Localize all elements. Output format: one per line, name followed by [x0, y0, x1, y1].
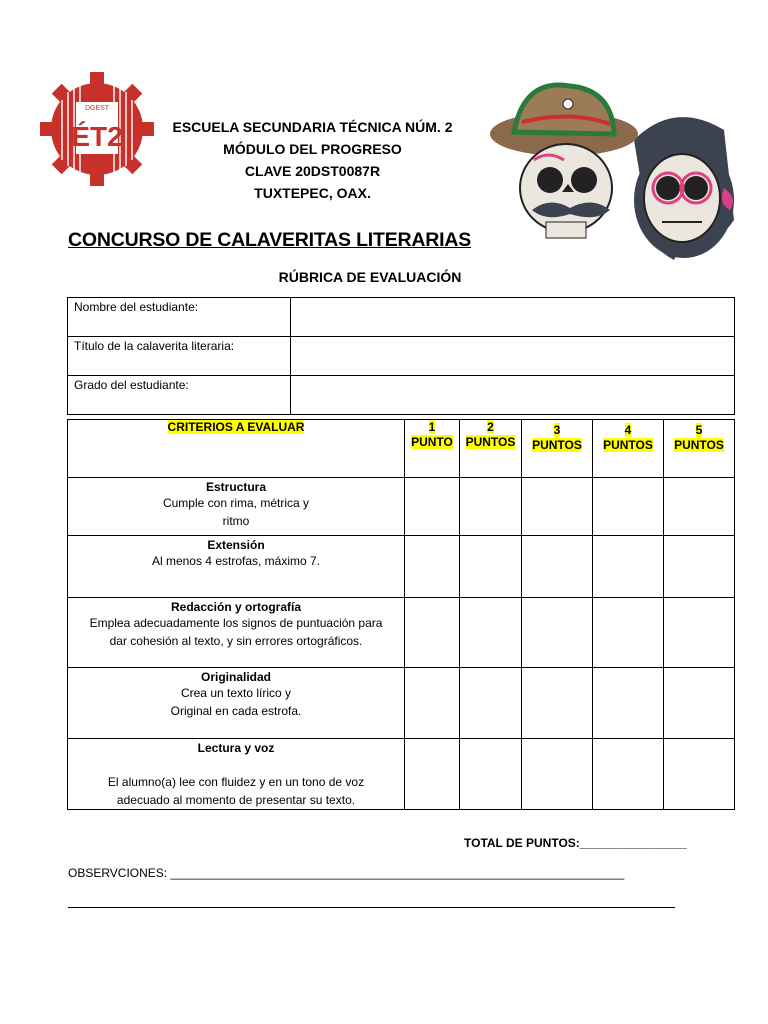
- skulls-illustration: [484, 80, 746, 272]
- student-grade-field[interactable]: [291, 376, 735, 415]
- score-cell[interactable]: [664, 598, 735, 668]
- score-header-1: [405, 420, 460, 478]
- criterion-description: Crea un texto lírico y Original en cada estrofa.: [170, 686, 302, 718]
- criterion-cell: [68, 598, 405, 668]
- info-row-grade: [68, 376, 735, 415]
- score-cell[interactable]: [522, 478, 593, 536]
- info-row-name: [68, 298, 735, 337]
- logo-small-text: DGEST: [84, 105, 110, 112]
- criterion-row: [68, 536, 735, 598]
- score-cell[interactable]: [664, 668, 735, 739]
- criteria-header-label: CRITERIOS A EVALUAR: [167, 420, 305, 434]
- score-cell[interactable]: [664, 739, 735, 810]
- score-cell[interactable]: [593, 739, 664, 810]
- score-header-num: 4: [624, 423, 632, 437]
- score-header-5: [664, 420, 735, 478]
- score-header-3: [522, 420, 593, 478]
- school-logo: [38, 70, 156, 188]
- school-gear-logo-icon: [38, 70, 156, 188]
- criterion-name: Extensión: [207, 538, 265, 552]
- student-info-table: [67, 297, 735, 415]
- criterion-description: Al menos 4 estrofas, máximo 7.: [151, 554, 321, 568]
- criterion-cell: [68, 536, 405, 598]
- criterion-row: [68, 478, 735, 536]
- score-header-num: 5: [695, 423, 703, 437]
- rubric-table: [67, 419, 735, 810]
- criterion-cell: [68, 668, 405, 739]
- score-cell[interactable]: [593, 598, 664, 668]
- criterion-description: El alumno(a) lee con fluidez y en un tono de voz adecuado al momento de presentar su texto.: [107, 775, 365, 807]
- score-cell[interactable]: [460, 478, 522, 536]
- score-cell[interactable]: [405, 478, 460, 536]
- score-header-word: PUNTOS: [674, 438, 724, 452]
- school-code: CLAVE 20DST0087R: [244, 163, 381, 179]
- score-header-2: [460, 420, 522, 478]
- observations-line[interactable]: [68, 907, 675, 908]
- score-cell[interactable]: [593, 536, 664, 598]
- info-label-title: Título de la calaverita literaria:: [68, 337, 291, 376]
- score-cell[interactable]: [405, 598, 460, 668]
- score-cell[interactable]: [460, 668, 522, 739]
- score-cell[interactable]: [522, 739, 593, 810]
- score-header-num: 1: [428, 420, 436, 434]
- observations-field[interactable]: OBSERVCIONES: ____________________________________________________________________: [68, 866, 625, 880]
- criterion-description: Emplea adecuadamente los signos de puntuación para dar cohesión al texto, y sin errores ortográficos.: [89, 616, 383, 648]
- school-name: ESCUELA SECUNDARIA TÉCNICA NÚM. 2: [172, 119, 453, 135]
- score-cell[interactable]: [664, 536, 735, 598]
- criterion-name: Originalidad: [200, 670, 271, 684]
- score-header-word: PUNTOS: [532, 438, 582, 452]
- poem-title-field[interactable]: [291, 337, 735, 376]
- score-header-num: 3: [553, 423, 561, 437]
- catrina-skulls-illustration-icon: [484, 80, 746, 272]
- score-header-4: [593, 420, 664, 478]
- score-cell[interactable]: [522, 536, 593, 598]
- score-header-word: PUNTOS: [603, 438, 653, 452]
- score-header-word: PUNTO: [411, 435, 453, 449]
- school-city: TUXTEPEC, OAX.: [254, 185, 371, 201]
- total-points[interactable]: TOTAL DE PUNTOS:________________: [464, 836, 687, 850]
- criterion-name: Redacción y ortografía: [170, 600, 302, 614]
- criterion-cell: [68, 739, 405, 810]
- criteria-header: [68, 420, 405, 478]
- info-row-title: [68, 337, 735, 376]
- criterion-row: [68, 668, 735, 739]
- score-cell[interactable]: [405, 668, 460, 739]
- contest-title: CONCURSO DE CALAVERITAS LITERARIAS: [68, 229, 472, 251]
- info-label-grade: Grado del estudiante:: [68, 376, 291, 415]
- criterion-name: Estructura: [205, 480, 267, 494]
- score-cell[interactable]: [460, 598, 522, 668]
- criterion-row: [68, 739, 735, 810]
- school-header: [150, 116, 475, 204]
- rubric-subtitle: RÚBRICA DE EVALUACIÓN: [278, 269, 462, 285]
- score-cell[interactable]: [460, 536, 522, 598]
- score-cell[interactable]: [593, 478, 664, 536]
- score-header-word: PUNTOS: [465, 435, 516, 449]
- school-module: MÓDULO DEL PROGRESO: [223, 141, 402, 157]
- score-cell[interactable]: [405, 536, 460, 598]
- student-name-field[interactable]: [291, 298, 735, 337]
- info-label-name: Nombre del estudiante:: [68, 298, 291, 337]
- score-cell[interactable]: [664, 478, 735, 536]
- score-cell[interactable]: [405, 739, 460, 810]
- score-cell[interactable]: [460, 739, 522, 810]
- score-cell[interactable]: [522, 668, 593, 739]
- score-header-num: 2: [487, 420, 494, 434]
- criterion-description: Cumple con rima, métrica y ritmo: [162, 496, 310, 528]
- criterion-row: [68, 598, 735, 668]
- score-cell[interactable]: [522, 598, 593, 668]
- logo-text: ÉT2: [71, 121, 123, 152]
- score-cell[interactable]: [593, 668, 664, 739]
- rubric-header-row: [68, 420, 735, 478]
- criterion-cell: [68, 478, 405, 536]
- criterion-name: Lectura y voz: [197, 741, 275, 755]
